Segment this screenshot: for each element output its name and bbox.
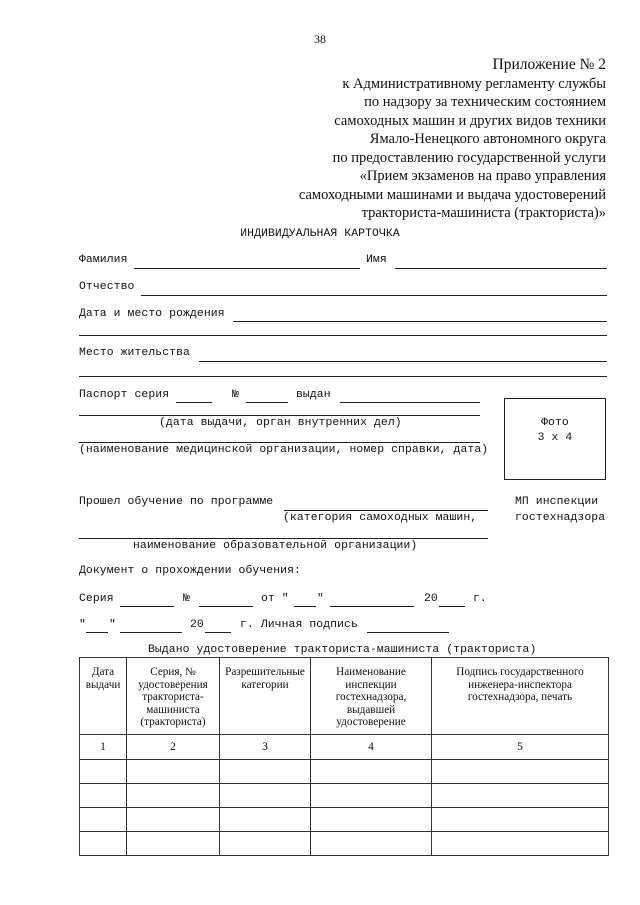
quote-close-2: " bbox=[109, 619, 116, 631]
training-field[interactable] bbox=[284, 510, 488, 511]
appendix-line: к Административному регламенту службы bbox=[342, 75, 606, 92]
header-series-number: Серия, № удостоверения тракториста-машиниста (тракториста) bbox=[127, 658, 220, 735]
appendix-line: самоходными машинами и выдача удостоверений bbox=[298, 186, 606, 203]
training-label: Прошел обучение по программе bbox=[79, 496, 274, 508]
year-prefix-2: 20 bbox=[190, 619, 204, 631]
table-cell[interactable] bbox=[432, 784, 609, 808]
table-cell[interactable] bbox=[220, 784, 311, 808]
photo-label: Фото bbox=[541, 417, 569, 429]
appendix-title: Приложение № 2 bbox=[492, 56, 606, 73]
passport-series-field[interactable] bbox=[176, 402, 212, 403]
table-cell[interactable] bbox=[127, 808, 220, 832]
table-cell[interactable] bbox=[311, 784, 432, 808]
birth-label: Дата и место рождения bbox=[79, 308, 225, 320]
header-categories: Разрешительные категории bbox=[220, 658, 311, 735]
column-number: 5 bbox=[432, 735, 609, 760]
card-title: ИНДИВИДУАЛЬНАЯ КАРТОЧКА bbox=[240, 228, 400, 240]
month-field[interactable] bbox=[330, 606, 414, 607]
table-row bbox=[80, 808, 609, 832]
table-cell[interactable] bbox=[311, 808, 432, 832]
appendix-line: самоходных машин и других видов техники bbox=[334, 112, 606, 129]
quote-close: " bbox=[317, 593, 324, 605]
passport-hint: (дата выдачи, орган внутренних дел) bbox=[159, 417, 402, 429]
series-field[interactable] bbox=[120, 606, 174, 607]
series-label: Серия bbox=[79, 593, 114, 605]
from-label: от " bbox=[261, 593, 289, 605]
table-cell[interactable] bbox=[432, 760, 609, 784]
licenses-caption: Выдано удостоверение тракториста-машиниста (тракториста) bbox=[148, 644, 537, 656]
name-field[interactable] bbox=[395, 268, 607, 269]
doc-label: Документ о прохождении обучения: bbox=[79, 565, 301, 577]
signature-field[interactable] bbox=[367, 632, 449, 633]
surname-label: Фамилия bbox=[79, 254, 128, 266]
table-cell[interactable] bbox=[432, 808, 609, 832]
birth-field-continuation[interactable] bbox=[79, 335, 607, 336]
photo-placeholder bbox=[504, 398, 606, 480]
column-number: 1 bbox=[80, 735, 127, 760]
name-label: Имя bbox=[366, 254, 387, 266]
passport-issued-field[interactable] bbox=[340, 402, 480, 403]
appendix-line: «Прием экзаменов на право управления bbox=[359, 168, 606, 184]
day-field-2[interactable] bbox=[86, 632, 108, 633]
photo-size: 3 х 4 bbox=[537, 432, 573, 444]
table-cell[interactable] bbox=[80, 784, 127, 808]
stamp-label-2: гостехнадзора bbox=[515, 512, 606, 524]
year-field[interactable] bbox=[439, 606, 465, 607]
table-cell[interactable] bbox=[80, 760, 127, 784]
birth-field[interactable] bbox=[233, 321, 607, 322]
column-number: 4 bbox=[311, 735, 432, 760]
month-field-2[interactable] bbox=[120, 632, 182, 633]
table-row bbox=[80, 760, 609, 784]
quote-open: " bbox=[79, 619, 86, 631]
appendix-line: по предоставлению государственной услуги bbox=[332, 149, 606, 166]
passport-number-field[interactable] bbox=[246, 402, 288, 403]
appendix-line: Ямало-Ненецкого автономного округа bbox=[369, 131, 606, 147]
org-field[interactable] bbox=[79, 538, 488, 539]
residence-field-continuation[interactable] bbox=[79, 376, 607, 377]
passport-series-label: Паспорт серия bbox=[79, 389, 170, 401]
training-hint: (категория самоходных машин, bbox=[283, 512, 478, 524]
number-field[interactable] bbox=[199, 606, 253, 607]
table-header-row bbox=[80, 658, 609, 735]
table-cell[interactable] bbox=[80, 808, 127, 832]
header-inspection: Наименование инспекции гостехнадзора, выдавшей удостоверение bbox=[311, 658, 432, 735]
table-cell[interactable] bbox=[127, 784, 220, 808]
patronymic-field[interactable] bbox=[141, 295, 607, 296]
table-cell[interactable] bbox=[311, 832, 432, 856]
table-cell[interactable] bbox=[311, 760, 432, 784]
stamp-label: МП инспекции bbox=[515, 496, 599, 508]
column-number: 2 bbox=[127, 735, 220, 760]
org-hint: наименование образовательной организации) bbox=[133, 540, 418, 552]
residence-label: Место жительства bbox=[79, 347, 190, 359]
year-prefix: 20 bbox=[424, 593, 438, 605]
day-field[interactable] bbox=[294, 606, 316, 607]
table-cell[interactable] bbox=[220, 760, 311, 784]
table-row bbox=[80, 832, 609, 856]
table-cell[interactable] bbox=[127, 760, 220, 784]
appendix-line: тракториста-машиниста (тракториста)» bbox=[361, 205, 606, 221]
passport-number-label: № bbox=[232, 389, 239, 401]
table-row bbox=[80, 784, 609, 808]
number-label: № bbox=[183, 593, 190, 605]
medical-hint: (наименование медицинской организации, номер справки, дата) bbox=[79, 444, 489, 456]
medical-field[interactable] bbox=[79, 442, 480, 443]
patronymic-label: Отчество bbox=[79, 281, 135, 293]
page-number: 38 bbox=[314, 32, 326, 46]
appendix-header bbox=[266, 56, 606, 223]
year-suffix: г. bbox=[473, 593, 487, 605]
table-cell[interactable] bbox=[127, 832, 220, 856]
residence-field[interactable] bbox=[199, 361, 607, 362]
table-number-row bbox=[80, 735, 609, 760]
header-signature: Подпись государственного инженера-инспектора гостехнадзора, печать bbox=[432, 658, 609, 735]
table-cell[interactable] bbox=[432, 832, 609, 856]
table-cell[interactable] bbox=[220, 808, 311, 832]
licenses-table bbox=[79, 657, 609, 856]
surname-field[interactable] bbox=[134, 268, 360, 269]
table-cell[interactable] bbox=[80, 832, 127, 856]
year-field-2[interactable] bbox=[205, 632, 231, 633]
passport-issued-label: выдан bbox=[296, 389, 331, 401]
passport-issued-continuation[interactable] bbox=[79, 415, 480, 416]
table-cell[interactable] bbox=[220, 832, 311, 856]
column-number: 3 bbox=[220, 735, 311, 760]
signature-label: г. Личная подпись bbox=[240, 619, 358, 631]
appendix-line: по надзору за техническим состоянием bbox=[364, 94, 606, 110]
header-issue-date: Дата выдачи bbox=[80, 658, 127, 735]
